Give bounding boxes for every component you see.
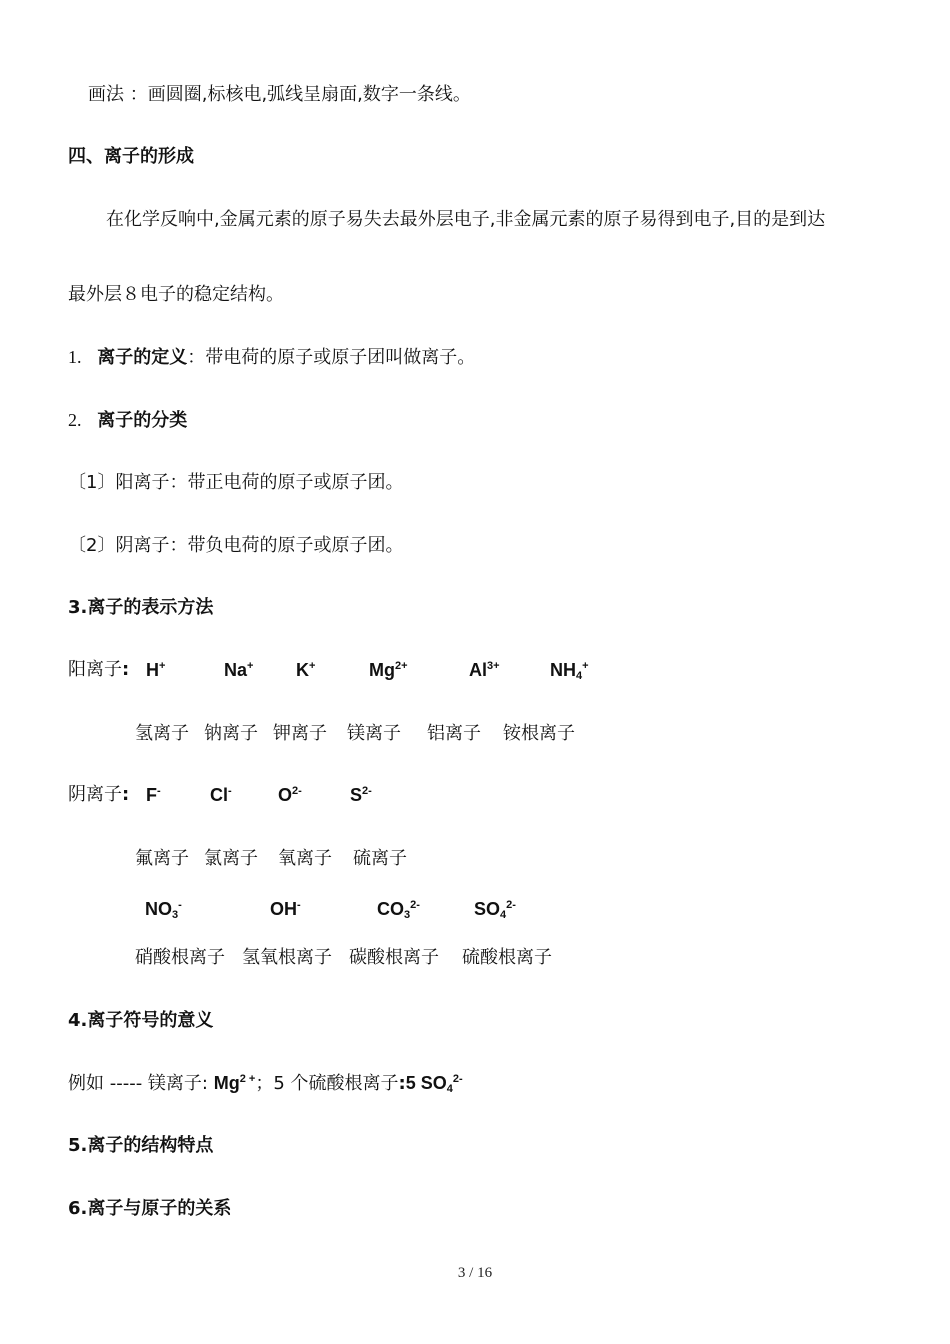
ion-symbol: OH- [270, 899, 301, 919]
ion-name: 氧离子 [278, 848, 332, 869]
heading-ion-notation: 3.离子的表示方法 [68, 597, 214, 618]
example-prefix: 例如 ----- 镁离子: [68, 1073, 214, 1094]
ion-name: 钠离子 [204, 723, 258, 744]
heading-ion-atom-relation: 6.离子与原子的关系 [68, 1198, 232, 1219]
ion-name: 氟离子 [135, 848, 189, 869]
paragraph-ion-formation-2: 最外层８电子的稳定结构。 [68, 284, 284, 305]
ion-name: 硫离子 [353, 848, 407, 869]
ion-symbol: $CO_3^{2-}$ [377, 899, 420, 921]
paragraph-ion-formation-1: 在化学反响中,金属元素的原子易失去最外层电子,非金属元素的原子易得到电子,目的是到达 [106, 209, 826, 230]
polyatomic-names-row [135, 946, 635, 970]
cation-names-row [135, 722, 635, 746]
anion-names-row [135, 847, 535, 871]
cation-symbols-row [68, 658, 768, 682]
ion-symbol: $SO_4^{2-}$ [474, 899, 516, 921]
ion-symbol: $Al^{3+}$ [469, 660, 500, 680]
ion-definition [68, 345, 475, 370]
page-number: 3 / 16 [457, 1265, 493, 1281]
ion-name: 硫酸根离子 [462, 947, 552, 968]
example-line: 例如 ----- 镁离子: $Mg^{2 +}$；5 个硫酸根离子:5 $SO_4^{2-}$ [68, 1073, 463, 1095]
ion-classification-number: 2. [68, 410, 82, 430]
cation-definition: 〔1〕阳离子：带正电荷的原子或原子团。 [68, 472, 404, 493]
polyatomic-symbols-row [145, 897, 595, 921]
ion-symbol: Cl- [210, 785, 232, 805]
ion-symbol: Na+ [224, 660, 254, 680]
ion-definition-text: ：带电荷的原子或原子团叫做离子。 [187, 347, 476, 368]
cation-label: 阳离子: [68, 659, 130, 680]
ion-name: 铵根离子 [503, 723, 575, 744]
ion-definition-number: 1. [68, 347, 82, 367]
anion-label: 阴离子: [68, 784, 130, 805]
heading-ion-symbol-meaning: 4.离子符号的意义 [68, 1010, 214, 1031]
ion-name: 氢氧根离子 [242, 947, 332, 968]
ion-symbol: F- [146, 785, 161, 805]
drawing-method-line: 画法 ：画圆圈,标核电,弧线呈扇面,数字一条线。 [88, 84, 471, 105]
ion-definition-title: 离子的定义 [97, 347, 188, 368]
ion-symbol: K+ [296, 660, 316, 680]
ion-name: 硝酸根离子 [135, 947, 225, 968]
ion-symbol: $Mg^{2+}$ [369, 660, 408, 680]
example-mid: ；5 个硫酸根离子 [255, 1073, 399, 1094]
ion-symbol: $NO_3^-$ [145, 899, 182, 921]
heading-ion-structure: 5.离子的结构特点 [68, 1135, 214, 1156]
ion-symbol: 5 $SO_4^{2-}$ [405, 1073, 463, 1095]
ion-name: 铝离子 [427, 723, 481, 744]
ion-classification-title: 离子的分类 [97, 410, 188, 431]
ion-name: 氯离子 [204, 848, 258, 869]
ion-classification [68, 408, 187, 433]
section-heading-ion-formation: 四、离子的形成 [68, 146, 194, 167]
anion-symbols-row [68, 783, 568, 807]
anion-definition: 〔2〕阴离子：带负电荷的原子或原子团。 [68, 535, 404, 556]
ion-symbol: $S^{2-}$ [350, 785, 372, 805]
ion-name: 氢离子 [135, 723, 189, 744]
ion-name: 钾离子 [273, 723, 327, 744]
ion-name: 碳酸根离子 [349, 947, 439, 968]
ion-symbol: $O^{2-}$ [278, 785, 302, 805]
ion-name: 镁离子 [347, 723, 401, 744]
ion-symbol: $Mg^{2 +}$ [213, 1073, 256, 1093]
ion-symbol: H+ [146, 660, 166, 680]
ion-symbol: $NH_4^+$ [550, 660, 589, 682]
